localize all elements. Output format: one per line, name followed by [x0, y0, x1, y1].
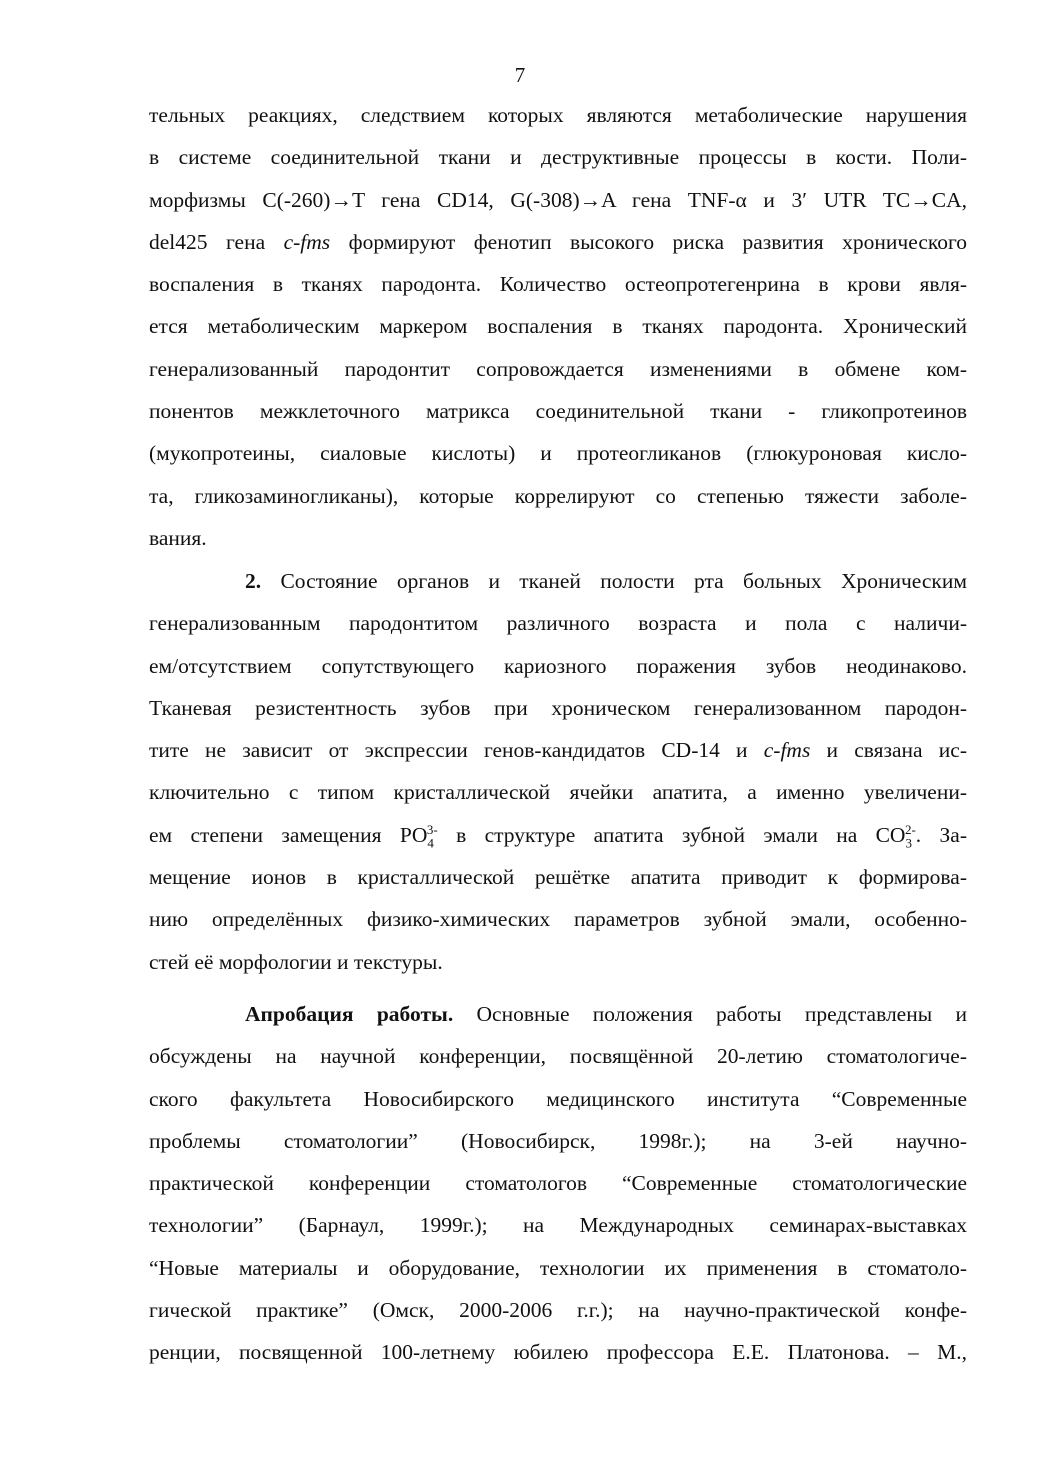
- text-run: в структуре апатита зубной эмали на CO: [437, 822, 906, 847]
- text-line: [149, 729, 967, 771]
- text-line: технологии” (Барнаул, 1999г.); на Международных семинарах-выставках: [149, 1213, 967, 1238]
- text-run: Состояние органов и тканей полости рта больных Хроническим: [261, 569, 967, 593]
- paragraph-3: [149, 993, 967, 1374]
- text-line: ключительно с типом кристаллической ячейки апатита, а именно увеличени-: [149, 780, 967, 805]
- paragraph-1: [149, 94, 967, 559]
- text-line: практической конференции стоматологов “Современные стоматологические: [149, 1171, 967, 1196]
- text-line: генерализованным пародонтитом различного возраста и пола с наличи-: [149, 611, 967, 636]
- text-run: ем степени замещения PO: [149, 822, 428, 847]
- text-line: [149, 993, 967, 1035]
- text-line: гической практике” (Омск, 2000-2006 г.г.); на научно-практической конфе-: [149, 1298, 967, 1323]
- text-line: морфизмы C(-260)→T гена CD14, G(-308)→A гена TNF-α и 3′ UTR TC→CA,: [149, 187, 967, 212]
- text-line: [149, 814, 967, 856]
- text-line: генерализованный пародонтит сопровождается изменениями в обмене ком-: [149, 356, 967, 381]
- text-line: [149, 560, 967, 602]
- text-line: нию определённых физико-химических параметров зубной эмали, особенно-: [149, 907, 967, 932]
- text-line: “Новые материалы и оборудование, технологии их применения в стоматоло-: [149, 1255, 967, 1280]
- text-line: стей её морфологии и текстуры.: [149, 949, 443, 974]
- text-line: ется метаболическим маркером воспаления в тканях пародонта. Хронический: [149, 314, 967, 339]
- text-line: (мукопротеины, сиаловые кислоты) и протеогликанов (глюкуроновая кисло-: [149, 441, 967, 466]
- gene-name-italic: c-fms: [283, 229, 331, 254]
- text-line: мещение ионов в кристаллической решётке апатита приводит к формирова-: [149, 865, 967, 890]
- text-line: обсуждены на научной конференции, посвящённой 20-летию стоматологиче-: [149, 1044, 967, 1069]
- text-line: вания.: [149, 525, 207, 550]
- text-line: ем/отсутствием сопутствующего кариозного поражения зубов неодинаково.: [149, 653, 967, 678]
- text-line: Тканевая резистентность зубов при хроническом генерализованном пародон-: [149, 695, 967, 720]
- subscript: 4: [427, 835, 434, 851]
- paragraph-2: [149, 560, 967, 983]
- text-line: тельных реакциях, следствием которых являются метаболические нарушения: [149, 103, 967, 127]
- text-line: воспаления в тканях пародонта. Количество остеопротегенрина в крови явля-: [149, 272, 967, 297]
- item-number: 2.: [245, 569, 262, 593]
- text-run: и связана ис-: [810, 738, 967, 763]
- page-number: 7: [514, 63, 526, 87]
- subscript: 3: [905, 835, 912, 851]
- superscript: 2-: [904, 821, 916, 837]
- text-line: ренции, посвященной 100-летнему юбилею профессора Е.Е. Платонова. – М.,: [149, 1340, 967, 1365]
- superscript: 3-: [426, 821, 438, 837]
- gene-name-italic: c-fms: [763, 738, 811, 763]
- text-run: Основные положения работы представлены и: [453, 1002, 967, 1026]
- text-line: та, гликозаминогликаны), которые коррелируют со степенью тяжести заболе-: [149, 483, 967, 508]
- text-run: . За-: [915, 822, 967, 847]
- section-heading: Апробация работы.: [245, 1002, 454, 1026]
- text-run: формируют фенотип высокого риска развития хронического: [330, 229, 967, 254]
- text-run: del425 гена: [149, 229, 284, 254]
- text-line: понентов межклеточного матрикса соединительной ткани - гликопротеинов: [149, 399, 967, 424]
- text-line: ского факультета Новосибирского медицинского института “Современные: [149, 1086, 967, 1111]
- text-line: в системе соединительной ткани и деструктивные процессы в кости. Поли-: [149, 145, 967, 170]
- text-line: проблемы стоматологии” (Новосибирск, 1998г.); на 3-ей научно-: [149, 1128, 967, 1153]
- text-run: тите не зависит от экспрессии генов-кандидатов CD-14 и: [149, 738, 764, 763]
- text-line: [149, 221, 967, 263]
